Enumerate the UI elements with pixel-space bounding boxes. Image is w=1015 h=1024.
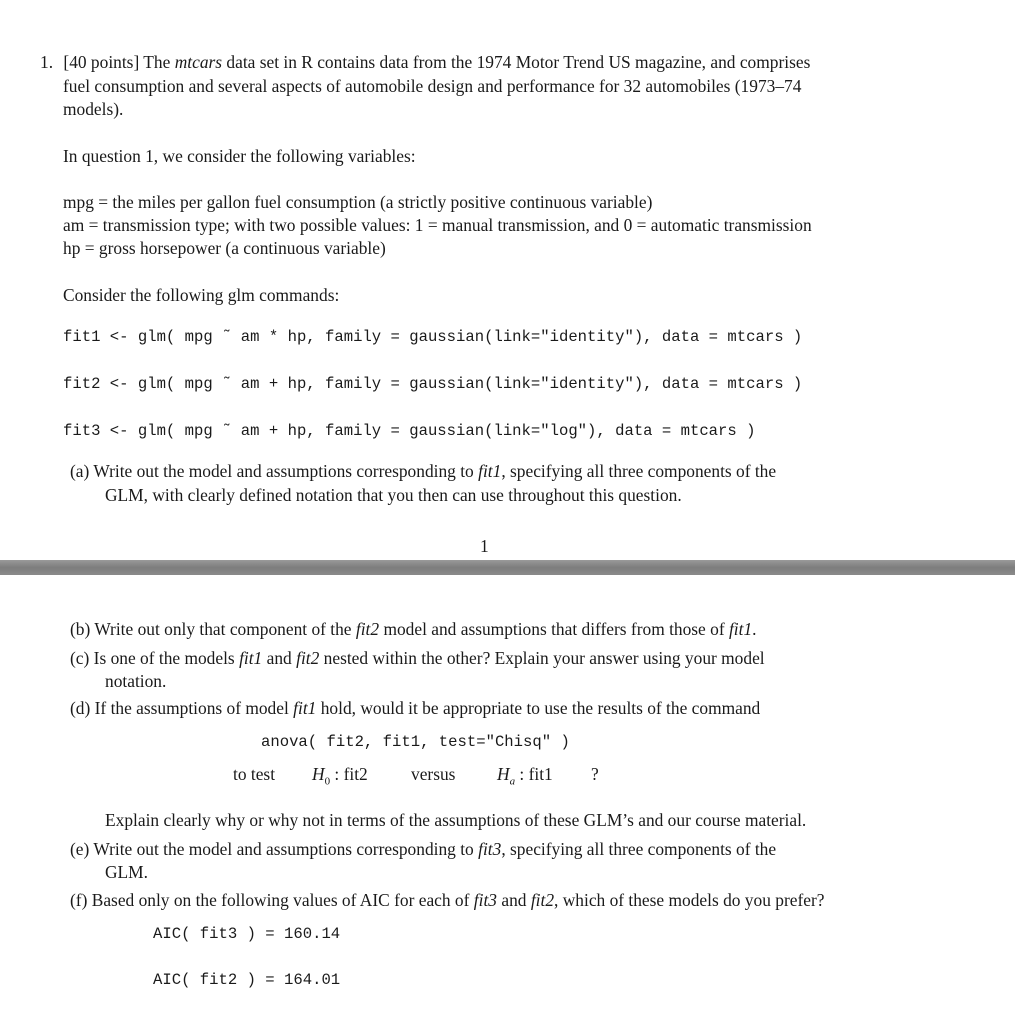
fit-name: fit3: [473, 890, 497, 910]
anova-command: anova( fit2, fit1, test="Chisq" ): [261, 733, 570, 751]
fit-name: fit2: [296, 648, 320, 668]
commands-intro: Consider the following glm commands:: [63, 285, 340, 305]
part-c-line-1: [70, 648, 765, 669]
fit-name: fit2: [530, 890, 555, 910]
part-b-text: .: [752, 619, 757, 639]
part-d-text: If the assumptions of model: [94, 698, 289, 718]
part-f-text: , which of these models do you prefer?: [554, 890, 825, 910]
variables-intro: In question 1, we consider the following variables:: [63, 146, 416, 166]
part-e-text: Write out the model and assumptions corresponding to: [93, 839, 474, 859]
part-a-text: , specifying all three components of the: [501, 461, 777, 481]
alt-hypothesis: [497, 764, 553, 787]
part-b-line-1: [70, 619, 757, 640]
part-d-label: (d): [70, 698, 91, 718]
part-f-text: and: [501, 890, 527, 910]
variable-mpg: mpg = the miles per gallon fuel consumption (a strictly positive continuous variable): [63, 192, 653, 212]
part-c-label: (c): [70, 648, 90, 668]
part-c-text: Is one of the models: [93, 648, 235, 668]
question-points: [40 points]: [63, 52, 140, 72]
part-c-text: nested within the other? Explain your answer using your model: [323, 648, 765, 668]
variable-hp: hp = gross horsepower (a continuous variable): [63, 238, 386, 258]
part-c-text: and: [266, 648, 292, 668]
part-e-text: , specifying all three components of the: [501, 839, 777, 859]
part-c-line-2: notation.: [105, 671, 167, 691]
page-break-bar: [0, 560, 1015, 575]
dataset-name: mtcars: [174, 52, 223, 72]
part-d-text: hold, would it be appropriate to use the results of the command: [320, 698, 761, 718]
part-e-line-2: GLM.: [105, 862, 148, 882]
null-hypothesis: [312, 764, 368, 787]
aic-fit2: AIC( fit2 ) = 164.01: [153, 971, 341, 989]
intro-text: data set in R contains data from the 1974 Motor Trend US magazine, and comprises: [226, 52, 811, 72]
command-fit1: fit1 <- glm( mpg ˜ am * hp, family = gaussian(link="identity"), data = mtcars ): [63, 328, 803, 346]
part-a-line-2: GLM, with clearly defined notation that you then can use throughout this question.: [105, 485, 682, 505]
hypothesis-subscript: a: [509, 775, 516, 788]
hypothesis-value: : fit2: [334, 764, 368, 784]
part-f-line-1: [70, 890, 824, 911]
part-a-text: Write out the model and assumptions corresponding to: [93, 461, 474, 481]
page-number: 1: [480, 536, 489, 556]
hypothesis-symbol: H: [497, 764, 510, 784]
intro-text: The: [143, 52, 171, 72]
part-b-text: Write out only that component of the: [94, 619, 352, 639]
part-b-label: (b): [70, 619, 91, 639]
fit-name: fit1: [728, 619, 753, 639]
part-f-label: (f): [70, 890, 88, 910]
part-f-text: Based only on the following values of AIC for each of: [91, 890, 470, 910]
question-mark: ?: [591, 764, 599, 784]
question-intro-line-3: models).: [63, 99, 124, 119]
fit-name: fit1: [293, 698, 317, 718]
command-fit3: fit3 <- glm( mpg ˜ am + hp, family = gaussian(link="log"), data = mtcars ): [63, 422, 756, 440]
hypothesis-value: : fit1: [519, 764, 553, 784]
versus-label: versus: [411, 764, 456, 784]
fit-name: fit3: [478, 839, 502, 859]
part-e-line-1: [70, 839, 776, 860]
part-b-text: model and assumptions that differs from those of: [383, 619, 725, 639]
question-intro-line-1: [40, 52, 810, 73]
part-d-explain: Explain clearly why or why not in terms of the assumptions of these GLM’s and our course material.: [105, 810, 807, 830]
fit-name: fit1: [478, 461, 502, 481]
variable-am: am = transmission type; with two possible values: 1 = manual transmission, and 0 = automatic transmission: [63, 215, 812, 235]
to-test-label: to test: [233, 764, 276, 784]
question-intro-line-2: fuel consumption and several aspects of automobile design and performance for 32 automobiles (1973–74: [63, 76, 802, 96]
hypothesis-symbol: H: [312, 764, 325, 784]
hypothesis-subscript: 0: [324, 775, 331, 788]
part-a-line-1: [70, 461, 776, 482]
part-d-line-1: [70, 698, 760, 719]
question-number: 1.: [40, 52, 54, 72]
part-e-label: (e): [70, 839, 90, 859]
fit-name: fit1: [239, 648, 263, 668]
aic-fit3: AIC( fit3 ) = 160.14: [153, 925, 341, 943]
part-a-label: (a): [70, 461, 90, 481]
command-fit2: fit2 <- glm( mpg ˜ am + hp, family = gaussian(link="identity"), data = mtcars ): [63, 375, 803, 393]
fit-name: fit2: [355, 619, 380, 639]
